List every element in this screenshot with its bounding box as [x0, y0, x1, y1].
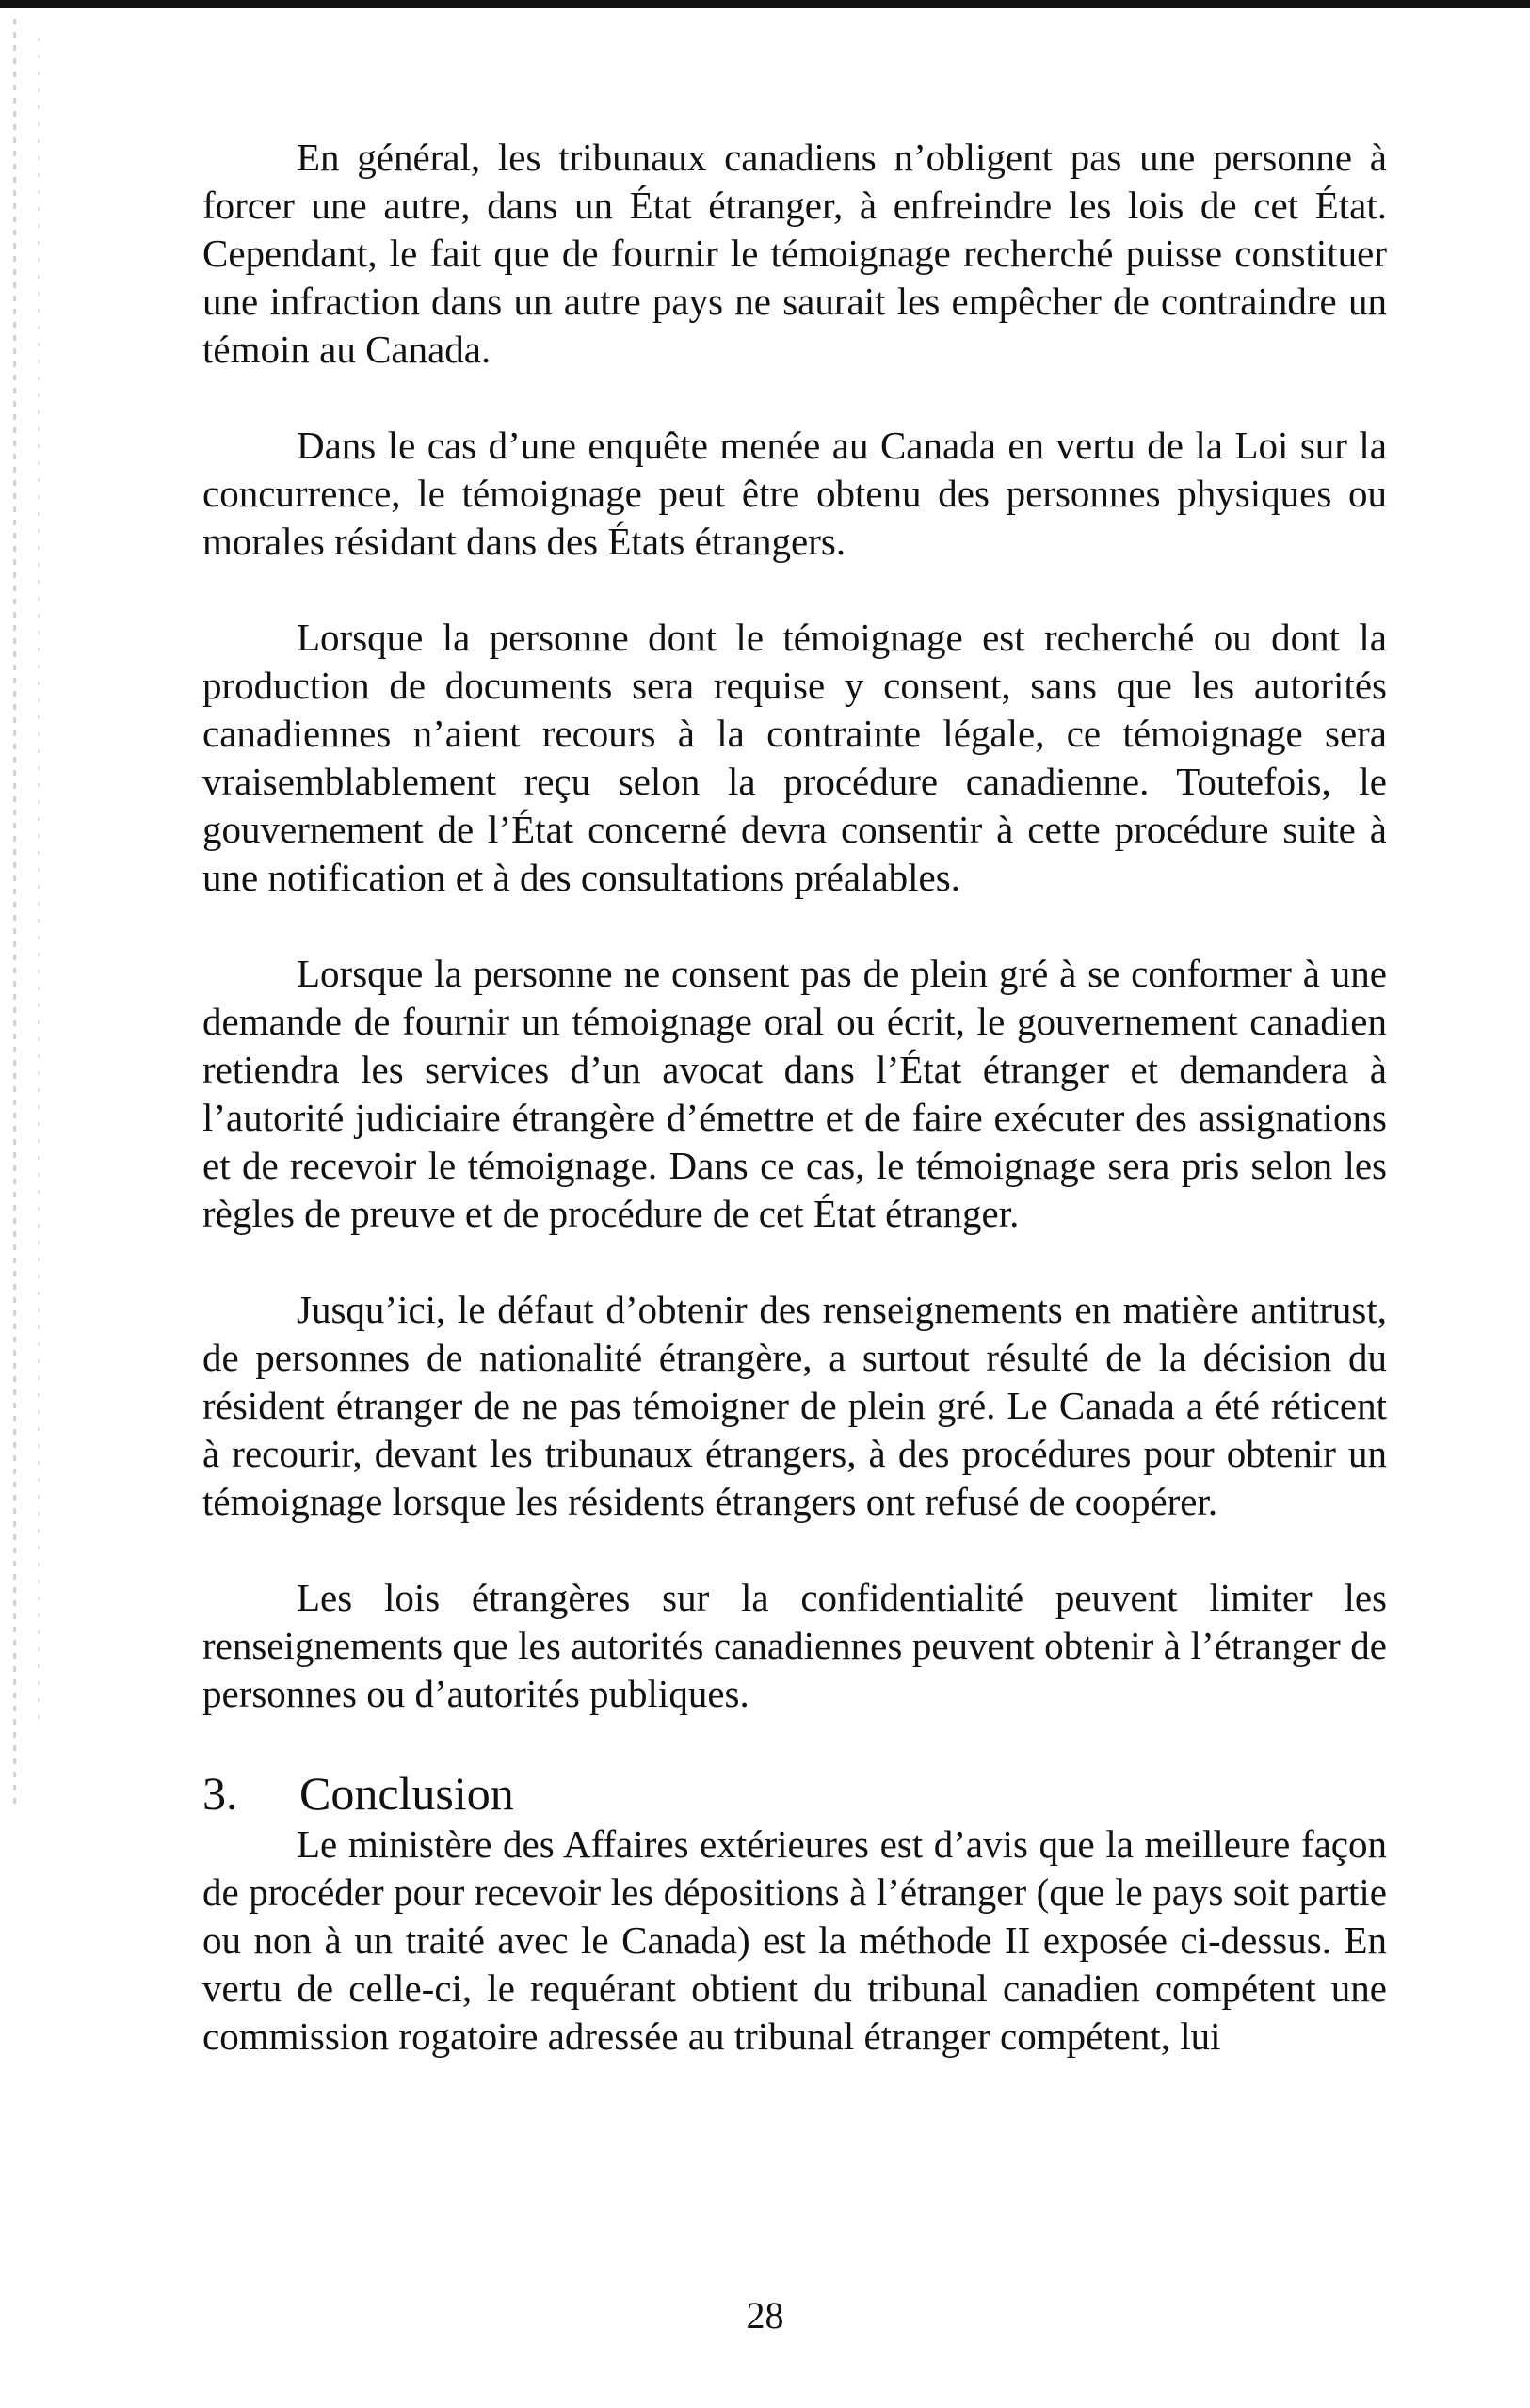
paragraph: Lorsque la personne ne consent pas de plein gré à se conformer à une demande de fournir un témoignage oral ou écrit, le gouvernement canadien retiendra les services d’un avocat dans l’État étranger et demandera à l’autorité judiciaire étrangère d’émettre et de faire exécuter des assignations et de recevoir le témoignage. Dans ce cas, le témoignage sera pris selon les règles de preuve et de procédure de cet État étranger. — [202, 952, 1387, 1235]
paragraph: En général, les tribunaux canadiens n’obligent pas une personne à forcer une autre, dans un État étranger, à enfreindre les lois de cet État. Cependant, le fait que de fournir le témoignage recherché puisse constituer une infraction dans un autre pays ne saurait les empêcher de contraindre un témoin au Canada. — [202, 136, 1387, 371]
page-body — [202, 134, 1387, 2061]
scan-top-border — [0, 0, 1530, 8]
section-paragraph: Le ministère des Affaires extérieures est d’avis que la meilleure façon de procéder pour recevoir les dépositions à l’étranger (que le pays soit partie ou non à un traité avec le Canada) est la méthode II exposée ci-dessus. En vertu de celle-ci, le requérant obtient du tribunal canadien compétent une commission rogatoire adressée au tribunal étranger compétent, lui — [202, 1822, 1387, 2058]
section-number: 3. — [202, 1767, 238, 1820]
paragraph: Jusqu’ici, le défaut d’obtenir des renseignements en matière antitrust, de personnes de nationalité étrangère, a surtout résulté de la décision du résident étranger de ne pas témoigner de plein gré. Le Canada a été réticent à recourir, devant les tribunaux étrangers, à des procédures pour obtenir un témoignage lorsque les résidents étrangers ont refusé de coopérer. — [202, 1288, 1387, 1523]
section-heading — [202, 1766, 1387, 1821]
paragraph: Les lois étrangères sur la confidentialité peuvent limiter les renseignements que les autorités canadiennes peuvent obtenir à l’étranger de personnes ou d’autorités publiques. — [202, 1576, 1387, 1715]
section-title: Conclusion — [299, 1767, 514, 1820]
page-number: 28 — [746, 2294, 784, 2336]
scan-left-edge-artifact — [13, 19, 16, 1807]
paragraph: Lorsque la personne dont le témoignage est recherché ou dont la production de documents sera requise y consent, sans que les autorités canadiennes n’aient recours à la contrainte légale, ce témoignage sera vraisemblablement reçu selon la procédure canadienne. Toutefois, le gouvernement de l’État concerné devra consentir à cette procédure suite à une notification et à des consultations préalables. — [202, 616, 1387, 899]
paragraph: Dans le cas d’une enquête menée au Canada en vertu de la Loi sur la concurrence, le témoignage peut être obtenu des personnes physiques ou morales résidant dans des États étrangers. — [202, 424, 1387, 563]
scan-left-edge-artifact — [38, 38, 40, 1732]
